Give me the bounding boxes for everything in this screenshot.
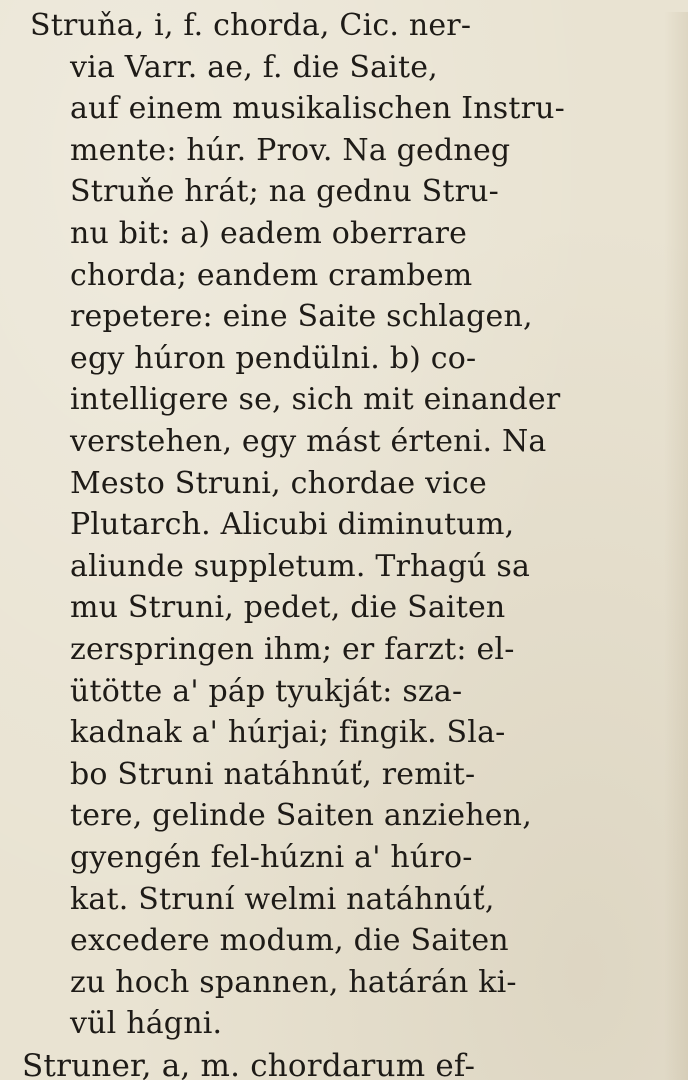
entry-line-25: vül hágni. (70, 1006, 223, 1042)
entry-line-2: via Varr. ae, f. die Saite, (70, 49, 438, 85)
entry-line-17: ütötte a' páp tyukját: sza- (70, 673, 463, 709)
entry-line-9: egy húron pendülni. b) co- (70, 340, 477, 376)
entry-line-10: intelligere se, sich mit einander (70, 382, 561, 418)
entry-line-18: kadnak a' húrjai; fingik. Sla- (70, 715, 506, 751)
entry-line-22: kat. Struní welmi natáhnúť, (70, 881, 495, 917)
entry-line-6: nu bit: a) eadem oberrare (70, 216, 468, 251)
entry-line-14: aliunde suppletum. Trhagú sa (70, 548, 531, 584)
entry-line-1: Struňa, i, f. chorda, Cic. ner- (30, 8, 472, 43)
entry-line-24: zu hoch spannen, határán ki- (70, 964, 517, 1000)
entry-line-16: zerspringen ihm; er farzt: el- (70, 632, 515, 667)
entry-line-15: mu Struni, pedet, die Saiten (70, 590, 506, 626)
entry-line-11: verstehen, egy mást érteni. Na (70, 424, 547, 459)
entry-line-12: Mesto Struni, chordae vice (70, 465, 487, 501)
next-entry-line: Struner, a, m. chordarum ef- (22, 1048, 476, 1080)
entry-line-13: Plutarch. Alicubi diminutum, (70, 507, 515, 543)
entry-line-20: tere, gelinde Saiten anziehen, (70, 798, 532, 834)
entry-line-23: excedere modum, die Saiten (70, 923, 509, 959)
entry-line-7: chorda; eandem crambem (70, 257, 473, 293)
entry-line-8: repetere: eine Saite schlagen, (70, 299, 533, 335)
entry-line-19: bo Struni natáhnúť, remit- (70, 756, 476, 792)
entry-line-4: mente: húr. Prov. Na gedneg (70, 132, 511, 168)
entry-line-3: auf einem musikalischen Instru- (70, 91, 566, 127)
entry-line-21: gyengén fel-húzni a' húro- (70, 840, 473, 875)
entry-line-5: Struňe hrát; na gednu Stru- (70, 174, 500, 210)
